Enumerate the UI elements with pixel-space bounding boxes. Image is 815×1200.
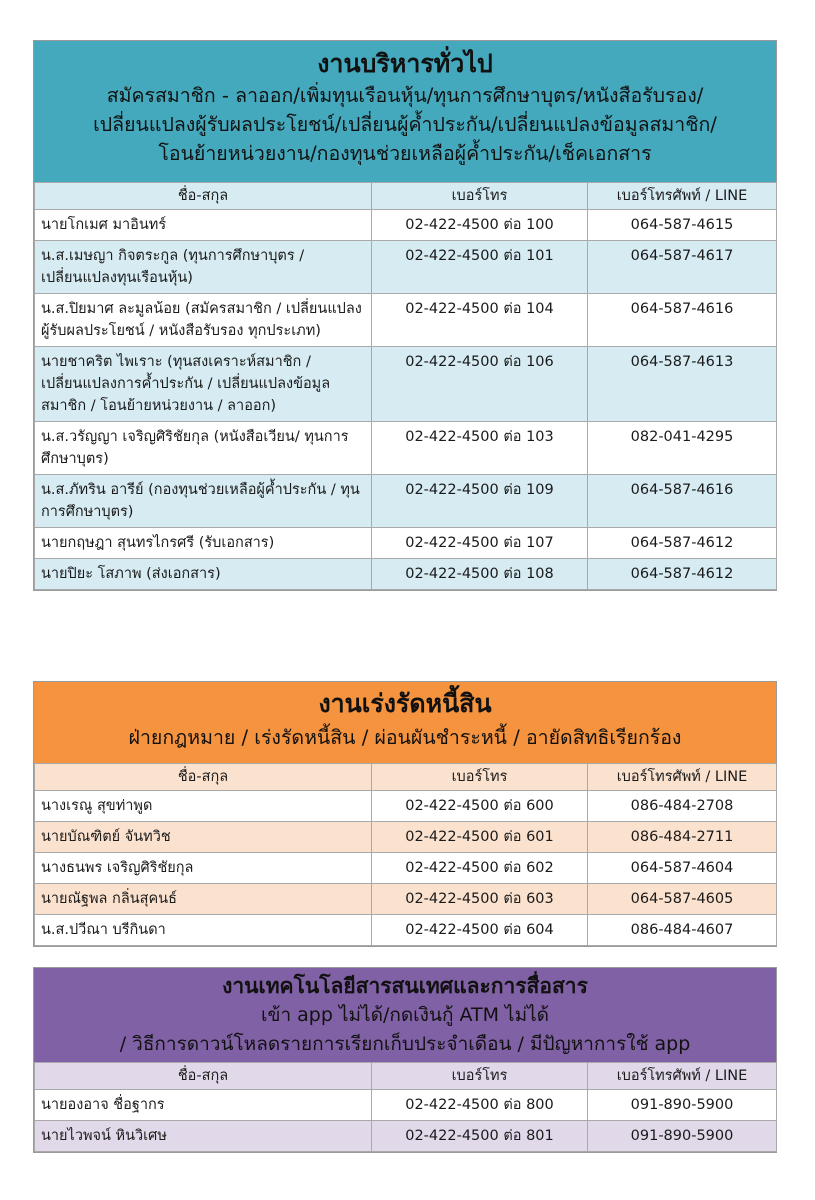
contact-name: นางธนพร เจริญศิริชัยกุล [35,853,372,884]
office-phone: 02-422-4500 ต่อ 800 [372,1090,588,1121]
office-phone: 02-422-4500 ต่อ 602 [372,853,588,884]
section-title: งานเทคโนโลยีสารสนเทศและการสื่อสาร [222,974,588,998]
mobile-phone: 082-041-4295 [588,422,777,475]
table-row [35,822,777,853]
mobile-phone: 064-587-4615 [588,210,777,241]
table-row [35,475,777,528]
table-header-row [35,764,777,791]
column-header-mobile: เบอร์โทรศัพท์ / LINE [588,764,777,791]
contact-table [34,1062,777,1152]
table-row [35,791,777,822]
contact-name: นายบัณฑิตย์ จันทวิช [35,822,372,853]
office-phone: 02-422-4500 ต่อ 600 [372,791,588,822]
office-phone: 02-422-4500 ต่อ 100 [372,210,588,241]
office-phone: 02-422-4500 ต่อ 109 [372,475,588,528]
contact-name: น.ส.ปวีณา บรีกินดา [35,915,372,946]
contact-table [34,763,777,946]
mobile-phone: 064-587-4616 [588,475,777,528]
table-row [35,294,777,347]
mobile-phone: 064-587-4604 [588,853,777,884]
section-subtitle-line: โอนย้ายหน่วยงาน/กองทุนช่วยเหลือผู้ค้ำประกัน/เช็คเอกสาร [158,142,652,165]
contact-name: นายปิยะ โสภาพ (ส่งเอกสาร) [35,559,372,590]
table-header-row [35,1063,777,1090]
mobile-phone: 086-484-2711 [588,822,777,853]
office-phone: 02-422-4500 ต่อ 104 [372,294,588,347]
table-row [35,1090,777,1121]
table-row [35,528,777,559]
section-subtitle-line: เข้า app ไม่ได้/กดเงินกู้ ATM ไม่ได้ [260,1004,550,1026]
mobile-phone: 064-587-4617 [588,241,777,294]
table-row [35,1121,777,1152]
office-phone: 02-422-4500 ต่อ 604 [372,915,588,946]
mobile-phone: 064-587-4612 [588,559,777,590]
column-header-name: ชื่อ-สกุล [35,764,372,791]
section-header [34,968,776,1062]
table-row [35,853,777,884]
contact-name: นายไวพจน์ หินวิเศษ [35,1121,372,1152]
contact-name: น.ส.ภัทริน อารีย์ (กองทุนช่วยเหลือผู้ค้ำประกัน / ทุนการศึกษาบุตร) [35,475,372,528]
contact-table [34,182,777,590]
mobile-phone: 064-587-4613 [588,347,777,422]
table-row [35,559,777,590]
section-header [34,682,776,763]
office-phone: 02-422-4500 ต่อ 106 [372,347,588,422]
table-row [35,241,777,294]
section-subtitle-line: เปลี่ยนแปลงผู้รับผลประโยชน์/เปลี่ยนผู้ค้ำประกัน/เปลี่ยนแปลงข้อมูลสมาชิก/ [93,113,717,136]
contact-name: นายชาคริต ไพเราะ (ทุนสงเคราะห์สมาชิก / เปลี่ยนแปลงการค้ำประกัน / เปลี่ยนแปลงข้อมูล สมาชิก / โอนย้ายหน่วยงาน / ลาออก) [35,347,372,422]
section-it-communication [33,967,777,1153]
mobile-phone: 064-587-4616 [588,294,777,347]
office-phone: 02-422-4500 ต่อ 601 [372,822,588,853]
mobile-phone: 086-484-4607 [588,915,777,946]
table-header-row [35,183,777,210]
table-row [35,422,777,475]
mobile-phone: 091-890-5900 [588,1121,777,1152]
section-subtitle-line: ฝ่ายกฎหมาย / เร่งรัดหนี้สิน / ผ่อนผันชำระหนี้ / อายัดสิทธิเรียกร้อง [128,726,682,749]
section-general-admin [33,40,777,591]
contact-name: น.ส.วรัญญา เจริญศิริชัยกุล (หนังสือเวียน/ ทุนการศึกษาบุตร) [35,422,372,475]
office-phone: 02-422-4500 ต่อ 107 [372,528,588,559]
section-subtitle-line: สมัครสมาชิก - ลาออก/เพิ่มทุนเรือนหุ้น/ทุนการศึกษาบุตร/หนังสือรับรอง/ [106,84,704,107]
contact-name: นายณัฐพล กลิ่นสุคนธ์ [35,884,372,915]
table-row [35,210,777,241]
office-phone: 02-422-4500 ต่อ 801 [372,1121,588,1152]
office-phone: 02-422-4500 ต่อ 103 [372,422,588,475]
office-phone: 02-422-4500 ต่อ 101 [372,241,588,294]
section-title: งานบริหารทั่วไป [317,49,493,78]
column-header-phone: เบอร์โทร [372,1063,588,1090]
column-header-phone: เบอร์โทร [372,764,588,791]
mobile-phone: 064-587-4612 [588,528,777,559]
section-subtitle-line: / วิธีการดาวน์โหลดรายการเรียกเก็บประจำเดือน / มีปัญหาการใช้ app [119,1033,691,1055]
contact-name: น.ส.ปิยมาศ ละมูลน้อย (สมัครสมาชิก / เปลี่ยนแปลงผู้รับผลประโยชน์ / หนังสือรับรอง ทุกประเภท) [35,294,372,347]
mobile-phone: 086-484-2708 [588,791,777,822]
office-phone: 02-422-4500 ต่อ 108 [372,559,588,590]
column-header-name: ชื่อ-สกุล [35,1063,372,1090]
contact-name: นายโกเมศ มาอินทร์ [35,210,372,241]
section-header [34,41,776,182]
section-debt-collection [33,681,777,947]
mobile-phone: 064-587-4605 [588,884,777,915]
table-row [35,347,777,422]
table-row [35,884,777,915]
column-header-phone: เบอร์โทร [372,183,588,210]
mobile-phone: 091-890-5900 [588,1090,777,1121]
contact-name: นายกฤษฎา สุนทรไกรศรี (รับเอกสาร) [35,528,372,559]
contact-name: นายองอาจ ชื่อฐากร [35,1090,372,1121]
table-row [35,915,777,946]
column-header-name: ชื่อ-สกุล [35,183,372,210]
column-header-mobile: เบอร์โทรศัพท์ / LINE [588,183,777,210]
contact-name: นางเรณู สุขท่าพูด [35,791,372,822]
office-phone: 02-422-4500 ต่อ 603 [372,884,588,915]
section-title: งานเร่งรัดหนี้สิน [318,689,492,718]
contact-name: น.ส.เมษญา กิจตระกูล (ทุนการศึกษาบุตร / เปลี่ยนแปลงทุนเรือนหุ้น) [35,241,372,294]
column-header-mobile: เบอร์โทรศัพท์ / LINE [588,1063,777,1090]
